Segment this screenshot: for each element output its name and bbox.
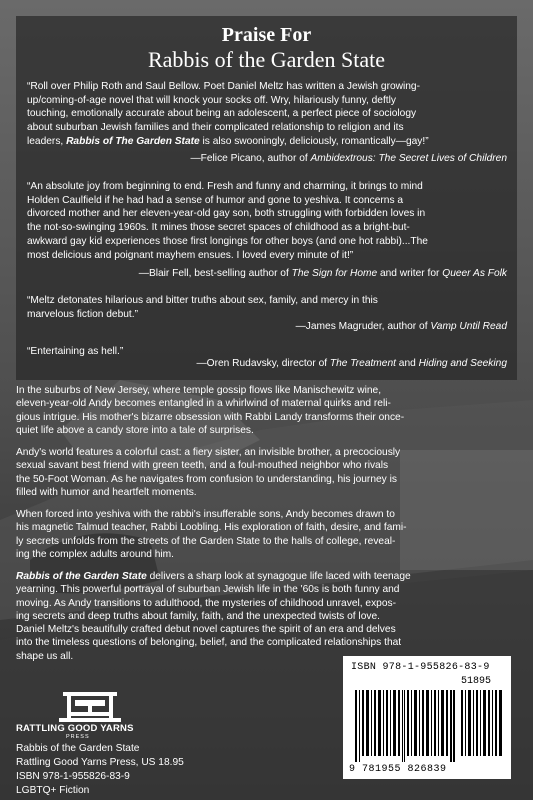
description-line: quiet life above a candy store into a tale of surprises. (16, 424, 254, 436)
attribution-text: and (395, 358, 419, 369)
attribution-title: Ambidextrous: The Secret Lives of Children (310, 153, 507, 164)
quote-line: “An absolute joy from beginning to end. Fresh and funny and charming, it brings to mind (27, 181, 423, 192)
praise-attribution-2 (27, 267, 507, 280)
description-line: sexual savant best friend with green teeth, and a foul-mouthed neighbor who rivals (16, 460, 389, 472)
praise-quote-1 (27, 80, 507, 149)
attribution-title: Vamp Until Read (430, 321, 507, 332)
attribution-text: —Felice Picano, author of (190, 153, 311, 164)
quote-line: “Roll over Philip Roth and Saul Bellow. Poet Daniel Meltz has written a Jewish growing- (27, 81, 420, 92)
attribution-text: and writer for (377, 268, 443, 279)
quote-line: Holden Caulfield if he had had a sense of humor and gone to yeshiva. It concerns a (27, 194, 404, 206)
quote-line: most delicious and poignant mayhem ensues. I loved every minute of it!” (27, 249, 354, 261)
praise-quote-2 (27, 180, 507, 262)
info-genre: LGBTQ+ Fiction (16, 785, 90, 796)
description-line: moving. As Andy transitions to adulthood, the mysteries of childhood unravel, expos- (16, 597, 396, 609)
description-line: ing the complex adults around him. (16, 548, 174, 560)
description-paragraph-1 (16, 384, 516, 437)
description-line: the 50-Foot Woman. As he navigates from confusion to understanding, his journey is (16, 473, 397, 485)
praise-attribution-1 (27, 152, 507, 165)
praise-attribution-3 (27, 320, 507, 333)
quote-line: about suburban Jewish families and their complicated relationship to religion and its (27, 122, 404, 134)
description-line: Daniel Meltz's beautifully crafted debut novel captures the spirit of an era and delves (16, 624, 396, 636)
quote-line: up/coming-of-age novel that will knock your socks off. Wry, hilariously funny, deftly (27, 94, 396, 106)
description-text: delivers a sharp look at synagogue life laced with teenage (146, 571, 411, 582)
quote-text: is also swooningly, deliciously, romantically—gay!” (199, 135, 429, 147)
description-line: eleven-year-old Andy becomes entangled in a whirlwind of maternal quirks and reli- (16, 398, 391, 410)
attribution-text: —Blair Fell, best-selling author of (138, 268, 292, 279)
attribution-text: —Oren Rudavsky, director of (196, 358, 330, 369)
info-price: Rattling Good Yarns Press, US 18.95 (16, 757, 184, 768)
description-line: into the timeless questions of belonging, belief, and the complicated relationships that (16, 637, 402, 649)
attribution-title: Hiding and Seeking (418, 358, 507, 369)
description-line: filled with humor and heartfelt moments. (16, 486, 197, 498)
praise-heading: Praise For (221, 24, 312, 46)
quote-line: “Meltz detonates hilarious and bitter truths about sex, family, and mercy in this (27, 295, 378, 306)
description-line: his magnetic Talmud teacher, Rabbi Loobling. His exploration of faith, desire, and fami- (16, 522, 407, 534)
publisher-press-label: PRESS (66, 734, 90, 740)
description-paragraph-2 (16, 446, 516, 499)
book-title-heading: Rabbis of the Garden State (147, 47, 386, 72)
attribution-title: The Treatment (329, 358, 396, 369)
description-paragraph-4 (16, 570, 516, 663)
description-line: When forced into yeshiva with the rabbi's insufferable sons, Andy becomes drawn to (16, 509, 395, 520)
quote-line: awkward gay kid experiences those first longings for other boys (and one hot rabbi)...The (27, 235, 428, 247)
info-title: Rabbis of the Garden State (16, 743, 140, 754)
quote-line: “Entertaining as hell.” (27, 346, 124, 357)
isbn-barcode (343, 656, 511, 779)
printing-press-logo-icon (55, 690, 125, 724)
description-line: Andy's world features a colorful cast: a fiery sister, an invisible brother, a precociously (16, 447, 401, 458)
quote-line: touching, emotionally accurate about being an adolescent, a perfect piece of sociology (27, 108, 417, 120)
praise-attribution-4 (27, 357, 507, 370)
price-barcode-bars-icon (461, 690, 505, 756)
description-paragraph-3 (16, 508, 516, 561)
attribution-title: Queer As Folk (442, 268, 507, 279)
publisher-name: RATTLING GOOD YARNS (16, 723, 134, 734)
barcode-price-code: 51895 (461, 676, 492, 687)
quote-text: leaders, (27, 135, 67, 147)
description-line: yearning. This powerful portrayal of suburban Jewish life in the '60s is both funny and (16, 584, 400, 596)
barcode-digits: 9 781955 826839 (349, 764, 447, 775)
description-line: ly secrets unfolds from the streets of the Garden State to the halls of college, reveal- (16, 535, 396, 547)
quote-line: marvelous fiction debut.” (27, 308, 138, 320)
quote-line: divorced mother and her eleven-year-old gay son, both struggling with forbidden loves in (27, 208, 426, 220)
barcode-isbn-label: ISBN 978-1-955826-83-9 (351, 662, 490, 673)
description-book-title: Rabbis of the Garden State (16, 571, 147, 582)
description-line: gious intrigue. His mother's bizarre obsession with Rabbi Landy transforms their once- (16, 411, 405, 423)
praise-quote-3 (27, 294, 507, 321)
quote-line: the not-so-swinging 1960s. It mines those secret spaces of childhood as a bright-but- (27, 222, 410, 234)
quote-book-title: Rabbis of The Garden State (66, 135, 200, 147)
main-barcode-bars-icon (355, 690, 455, 762)
info-isbn: ISBN 978-1-955826-83-9 (16, 771, 130, 782)
description-line: shape us all. (16, 650, 74, 662)
quote-line (27, 135, 507, 149)
description-line (16, 570, 516, 583)
attribution-text: —James Magruder, author of (295, 321, 431, 332)
description-line: In the suburbs of New Jersey, where temple gossip flows like Manischewitz wine, (16, 385, 382, 396)
description-line: ing secrets and deep truths about family, faith, and the unexpected twists of love. (16, 610, 380, 622)
attribution-title: The Sign for Home (291, 268, 378, 279)
